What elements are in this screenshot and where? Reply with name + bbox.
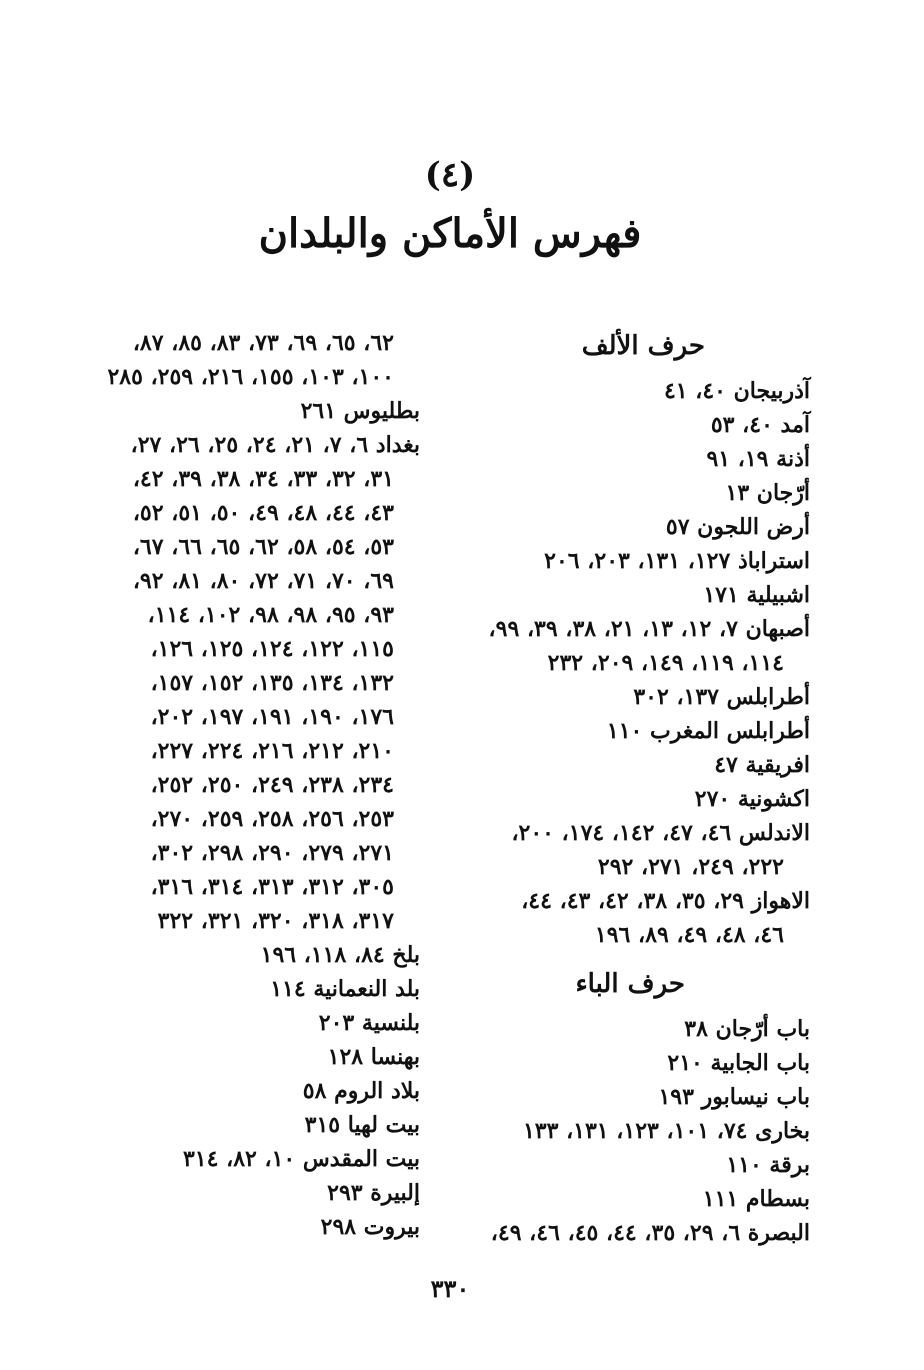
page-title: فهرس الأماكن والبلدان [258,210,642,257]
index-entry-continuation: ٤٦، ٤٨، ٤٩، ٨٩، ١٩٦ [594,922,784,948]
index-entry: اكشونية ٢٧٠ [694,786,810,812]
index-entry: آذربيجان ٤٠، ٤١ [663,378,810,404]
index-entry: بغداد ٦، ٧، ٢١، ٢٤، ٢٥، ٢٦، ٢٧، [130,432,420,458]
index-entry: اشبيلية ١٧١ [703,582,810,608]
index-entry: بسطام ١١١ [702,1186,810,1212]
index-entry: برقة ١١٠ [726,1152,810,1178]
index-entry-continuation: ٦٩، ٧٠، ٧١، ٧٢، ٨٠، ٨١، ٩٢، [132,568,394,594]
index-entry-continuation: ٢١٠، ٢١٢، ٢١٦، ٢٢٤، ٢٢٧، [150,738,394,764]
index-entry-continuation: ٢٧١، ٢٧٩، ٢٩٠، ٢٩٨، ٣٠٢، [150,840,394,866]
index-entry: أرض اللجون ٥٧ [665,514,810,540]
letter-heading-ba: حرف الباء [575,969,685,999]
index-entry: بلد النعمانية ١١٤ [270,976,420,1002]
index-entry: باب أرّجان ٣٨ [684,1016,810,1042]
index-entry-continuation: ١٣٢، ١٣٤، ١٣٥، ١٥٢، ١٥٧، [150,670,394,696]
index-entry-continuation: ٥٣، ٥٤، ٥٨، ٦٢، ٦٥، ٦٦، ٦٧، [132,534,394,560]
right-column [470,326,810,1250]
index-entry-continuation: ٣٠٥، ٣١٢، ٣١٣، ٣١٤، ٣١٦، [150,874,394,900]
index-entry: بيت لهيا ٣١٥ [304,1112,420,1138]
index-entry: الاهواز ٢٩، ٣٥، ٣٨، ٤٢، ٤٣، ٤٤، [521,888,810,914]
page-number: ٣٣٠ [430,1274,470,1303]
index-entry: آمد ٤٠، ٥٣ [710,412,810,438]
index-entry: بلخ ٨٤، ١١٨، ١٩٦ [260,942,420,968]
index-entry: بهنسا ١٢٨ [327,1044,420,1070]
index-entry: استراباذ ١٢٧، ١٣١، ٢٠٣، ٢٠٦ [544,548,810,574]
index-entry: بيروت ٢٩٨ [320,1214,420,1240]
index-entry: بطليوس ٢٦١ [300,398,420,424]
index-entry: بلاد الروم ٥٨ [302,1078,420,1104]
index-entry-continuation: ١١٤، ١١٩، ١٤٩، ٢٠٩، ٢٣٢ [547,650,784,676]
index-entry: إلبيرة ٢٩٣ [327,1180,420,1206]
index-entry: افريقية ٤٧ [714,752,810,778]
index-entry: أطرابلس ١٣٧، ٣٠٢ [633,684,810,710]
index-entry: بيت المقدس ١٠، ٨٢، ٣١٤ [182,1146,420,1172]
index-entry-continuation: ٢٢٢، ٢٤٩، ٢٧١، ٢٩٢ [597,854,784,880]
index-entry-continuation: ١١٥، ١٢٢، ١٢٤، ١٢٥، ١٢٦، [150,636,394,662]
index-entry-continuation: ٤٣، ٤٤، ٤٨، ٤٩، ٥٠، ٥١، ٥٢، [132,500,394,526]
index-entry: باب نيسابور ١٩٣ [658,1084,810,1110]
index-entry-continuation: ٣١، ٣٢، ٣٣، ٣٤، ٣٨، ٣٩، ٤٢، [132,466,394,492]
index-entry-continuation: ٢٥٣، ٢٥٦، ٢٥٨، ٢٥٩، ٢٧٠، [150,806,394,832]
index-entry-continuation: ٩٣، ٩٥، ٩٨، ٩٨، ١٠٢، ١١٤، [147,602,394,628]
section-number: (٤) [424,155,476,195]
index-entry: أذنة ١٩، ٩١ [706,446,810,472]
index-entry: بخارى ٧٤، ١٠١، ١٢٣، ١٣١، ١٣٣ [522,1118,810,1144]
index-entry: باب الجابية ٢١٠ [667,1050,810,1076]
index-entry-continuation: ١٧٦، ١٩٠، ١٩١، ١٩٧، ٢٠٢، [150,704,394,730]
index-entry: أطرابلس المغرب ١١٠ [606,718,810,744]
index-entry-continuation: ٦٢، ٦٥، ٦٩، ٧٣، ٨٣، ٨٥، ٨٧، [132,330,394,356]
index-entry-continuation: ٢٣٤، ٢٣٨، ٢٤٩، ٢٥٠، ٢٥٢، [150,772,394,798]
index-entry: بلنسية ٢٠٣ [318,1010,420,1036]
index-entry: البصرة ٦، ٢٩، ٣٥، ٤٤، ٤٥، ٤٦، ٤٩، [490,1220,810,1246]
index-entry-continuation: ١٠٠، ١٠٣، ١٥٥، ٢١٦، ٢٥٩، ٢٨٥ [107,364,394,390]
index-entry: أرّجان ١٣ [725,480,810,506]
letter-heading-alif: حرف الألف [581,331,705,361]
index-entry: الاندلس ٤٦، ٤٧، ١٤٢، ١٧٤، ٢٠٠، [511,820,810,846]
index-entry: أصبهان ٧، ١٢، ١٣، ٢١، ٣٨، ٣٩، ٩٩، [488,616,810,642]
index-entry-continuation: ٣١٧، ٣١٨، ٣٢٠، ٣٢١، ٣٢٢ [157,908,394,934]
left-column [70,326,420,1244]
